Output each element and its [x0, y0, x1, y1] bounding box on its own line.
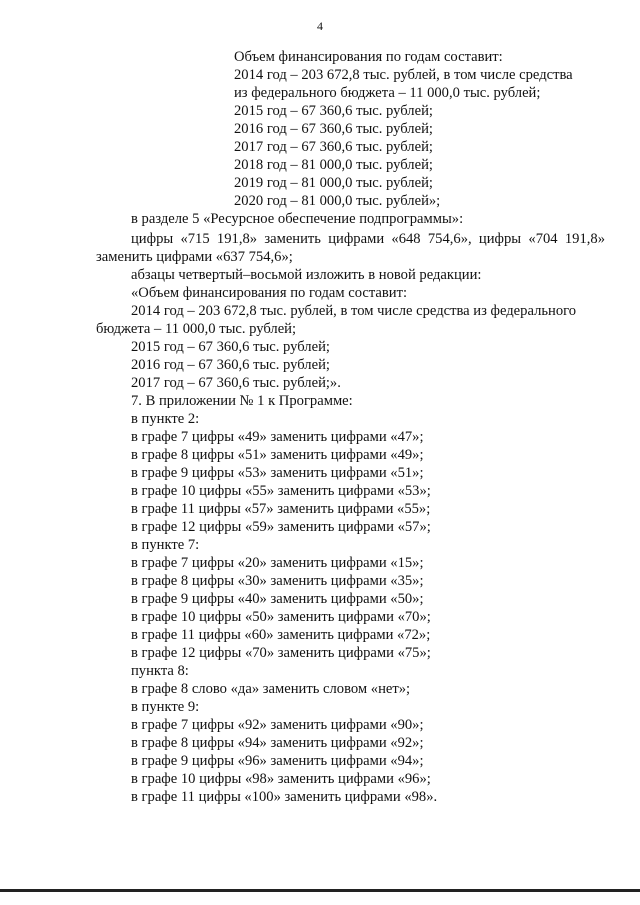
funding-block-line: 2017 год – 67 360,6 тыс. рублей; [234, 139, 433, 155]
funding-block-line: 2020 год – 81 000,0 тыс. рублей»; [234, 193, 441, 209]
point-title: в пункте 2: [131, 411, 200, 427]
section5-quote-start: «Объем финансирования по годам составит: [131, 285, 408, 301]
section5-replace-line: заменить цифрами «637 754,6»; [96, 249, 293, 265]
section5-year-line: бюджета – 11 000,0 тыс. рублей; [96, 321, 297, 337]
amendment-line: в графе 9 цифры «96» заменить цифрами «94»; [131, 753, 424, 769]
amendment-line: в графе 7 цифры «20» заменить цифрами «15»; [131, 555, 424, 571]
point-title: в пункте 9: [131, 699, 200, 715]
funding-block-line: 2016 год – 67 360,6 тыс. рублей; [234, 121, 433, 137]
amendment-line: в графе 11 цифры «100» заменить цифрами «98». [131, 789, 438, 805]
funding-block-line: из федерального бюджета – 11 000,0 тыс. рублей; [234, 85, 541, 101]
amendment-line: в графе 11 цифры «57» заменить цифрами «55»; [131, 501, 431, 517]
section5-replace-line: цифры «715 191,8» заменить цифрами «648 754,6», цифры «704 191,8» [131, 231, 605, 247]
amendment-line: в графе 10 цифры «55» заменить цифрами «53»; [131, 483, 431, 499]
section5-paragraphs-note: абзацы четвертый–восьмой изложить в новой редакции: [131, 267, 482, 283]
footer-rule [0, 889, 640, 892]
page-number: 4 [317, 19, 323, 33]
section5-year-line: 2016 год – 67 360,6 тыс. рублей; [131, 357, 330, 373]
amendment-line: в графе 9 цифры «40» заменить цифрами «50»; [131, 591, 424, 607]
item7-heading: 7. В приложении № 1 к Программе: [131, 393, 353, 409]
amendment-line: в графе 8 цифры «51» заменить цифрами «49»; [131, 447, 424, 463]
funding-block-line: 2014 год – 203 672,8 тыс. рублей, в том числе средства [234, 67, 573, 83]
funding-block-line: 2015 год – 67 360,6 тыс. рублей; [234, 103, 433, 119]
amendment-line: в графе 8 цифры «30» заменить цифрами «35»; [131, 573, 424, 589]
section5-year-line: 2015 год – 67 360,6 тыс. рублей; [131, 339, 330, 355]
amendment-line: в графе 8 слово «да» заменить словом «нет»; [131, 681, 411, 697]
funding-block-line: Объем финансирования по годам составит: [234, 49, 503, 65]
amendment-line: в графе 10 цифры «50» заменить цифрами «70»; [131, 609, 431, 625]
section5-year-line: 2017 год – 67 360,6 тыс. рублей;». [131, 375, 341, 391]
amendment-line: в графе 11 цифры «60» заменить цифрами «72»; [131, 627, 431, 643]
amendment-line: в графе 12 цифры «59» заменить цифрами «57»; [131, 519, 431, 535]
amendment-line: в графе 10 цифры «98» заменить цифрами «96»; [131, 771, 431, 787]
point-title: пункта 8: [131, 663, 189, 679]
amendment-line: в графе 8 цифры «94» заменить цифрами «92»; [131, 735, 424, 751]
section5-heading: в разделе 5 «Ресурсное обеспечение подпрограммы»: [131, 211, 464, 227]
amendment-line: в графе 9 цифры «53» заменить цифрами «51»; [131, 465, 424, 481]
amendment-line: в графе 7 цифры «92» заменить цифрами «90»; [131, 717, 424, 733]
funding-block-line: 2018 год – 81 000,0 тыс. рублей; [234, 157, 433, 173]
point-title: в пункте 7: [131, 537, 200, 553]
section5-year-line: 2014 год – 203 672,8 тыс. рублей, в том числе средства из федерального [131, 303, 577, 319]
amendment-line: в графе 12 цифры «70» заменить цифрами «75»; [131, 645, 431, 661]
funding-block-line: 2019 год – 81 000,0 тыс. рублей; [234, 175, 433, 191]
amendment-line: в графе 7 цифры «49» заменить цифрами «47»; [131, 429, 424, 445]
